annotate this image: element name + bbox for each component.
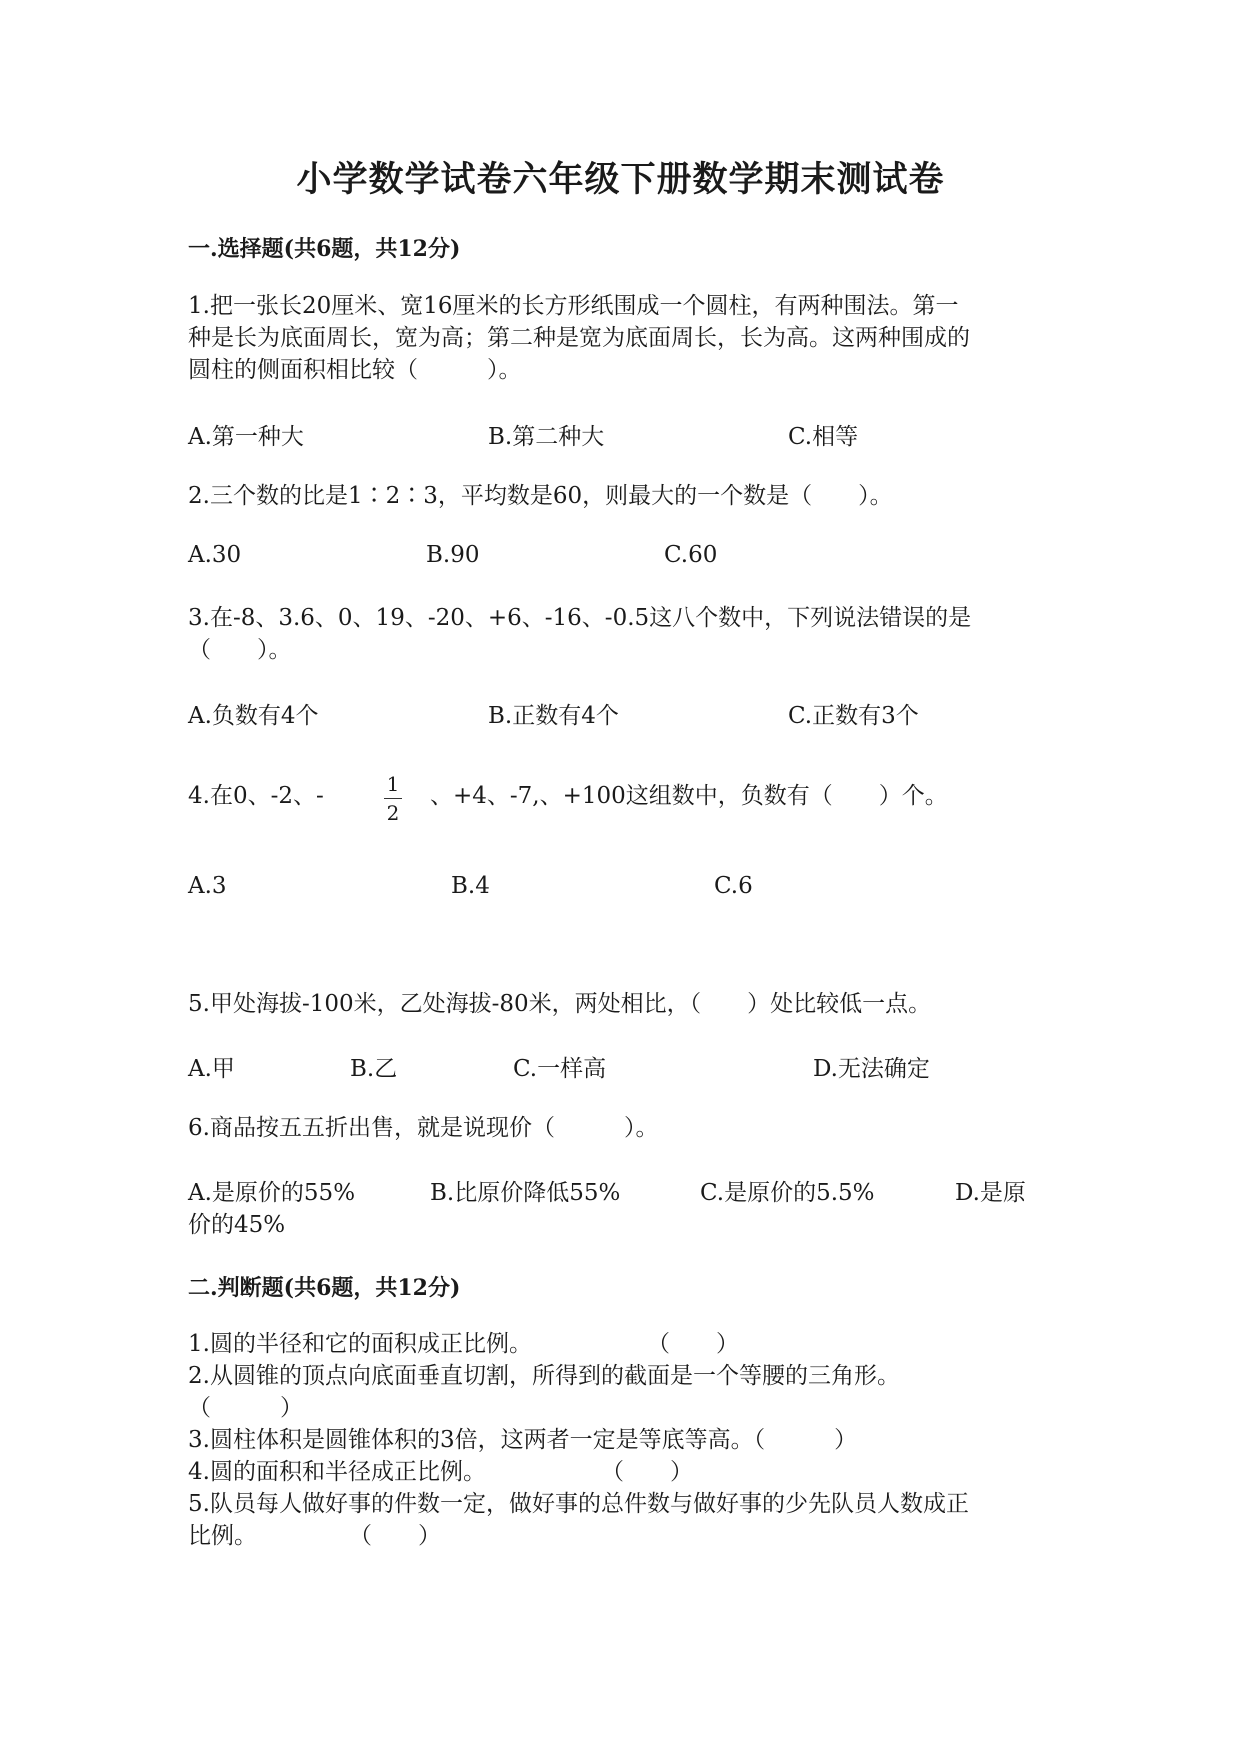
- question-3-option-a: A.负数有4个: [188, 703, 319, 729]
- question-1-option-c: C.相等: [788, 424, 859, 450]
- question-1-option-b: B.第二种大: [488, 424, 605, 450]
- question-5-option-a: A.甲: [188, 1056, 235, 1082]
- page-title: 小学数学试卷六年级下册数学期末测试卷: [296, 159, 945, 200]
- fraction-bar: [384, 798, 402, 799]
- question-5-option-d: D.无法确定: [813, 1056, 930, 1082]
- question-4-option-a: A.3: [188, 873, 227, 899]
- fraction-numerator: 1: [386, 772, 400, 796]
- question-1-option-a: A.第一种大: [188, 424, 304, 450]
- question-5-text: 5.甲处海拔-100米，乙处海拔-80米，两处相比，（ ）处比较低一点。: [188, 991, 932, 1017]
- question-3-line-2: （ ）。: [188, 637, 292, 663]
- question-2-option-a: A.30: [188, 542, 242, 568]
- question-2-text: 2.三个数的比是1∶2∶3，平均数是60，则最大的一个数是（ ）。: [188, 483, 893, 509]
- judgement-item-2: 2.从圆锥的顶点向底面垂直切割，所得到的截面是一个等腰的三角形。: [188, 1363, 900, 1389]
- question-2-option-c: C.60: [664, 542, 718, 568]
- question-6-option-d: D.是原: [955, 1180, 1026, 1206]
- question-3-option-b: B.正数有4个: [488, 703, 619, 729]
- question-4-suffix: 、+4、-7,、+100这组数中，负数有（ ）个。: [430, 783, 948, 809]
- judgement-item-3: 3.圆柱体积是圆锥体积的3倍，这两者一定是等底等高。（ ）: [188, 1427, 858, 1453]
- question-6-option-a: A.是原价的55%: [188, 1180, 356, 1206]
- section-heading-judgement: 二.判断题(共6题，共12分): [188, 1275, 461, 1301]
- judgement-item-2-bracket: （ ）: [188, 1395, 303, 1421]
- question-3-option-c: C.正数有3个: [788, 703, 919, 729]
- fraction-one-half: [378, 772, 408, 825]
- question-1-line-1: 1.把一张长20厘米、宽16厘米的长方形纸围成一个圆柱，有两种围法。第一: [188, 293, 959, 319]
- question-6-text: 6.商品按五五折出售，就是说现价（ ）。: [188, 1115, 659, 1141]
- section-heading-choice: 一.选择题(共6题，共12分): [188, 236, 461, 262]
- judgement-item-5: 5.队员每人做好事的件数一定，做好事的总件数与做好事的少先队员人数成正: [188, 1491, 969, 1517]
- judgement-item-5-wrap: 比例。 （ ）: [188, 1523, 441, 1549]
- question-2-option-b: B.90: [426, 542, 480, 568]
- question-5-option-b: B.乙: [350, 1056, 398, 1082]
- judgement-item-4: 4.圆的面积和半径成正比例。 （ ）: [188, 1459, 693, 1485]
- question-1-line-3: 圆柱的侧面积相比较（ ）。: [188, 357, 522, 383]
- question-6-option-d-wrap: 价的45%: [188, 1212, 286, 1238]
- question-4-option-c: C.6: [714, 873, 753, 899]
- question-1-line-2: 种是长为底面周长，宽为高；第二种是宽为底面周长，长为高。这两种围成的: [188, 325, 970, 351]
- question-3-line-1: 3.在-8、3.6、0、19、-20、+6、-16、-0.5这八个数中，下列说法错误的是: [188, 605, 972, 631]
- question-6-option-c: C.是原价的5.5%: [700, 1180, 875, 1206]
- question-5-option-c: C.一样高: [513, 1056, 607, 1082]
- question-4-prefix: 4.在0、-2、-: [188, 783, 324, 809]
- question-6-option-b: B.比原价降低55%: [430, 1180, 621, 1206]
- question-4-option-b: B.4: [451, 873, 490, 899]
- judgement-item-1: 1.圆的半径和它的面积成正比例。 （ ）: [188, 1331, 739, 1357]
- fraction-denominator: 2: [386, 801, 400, 825]
